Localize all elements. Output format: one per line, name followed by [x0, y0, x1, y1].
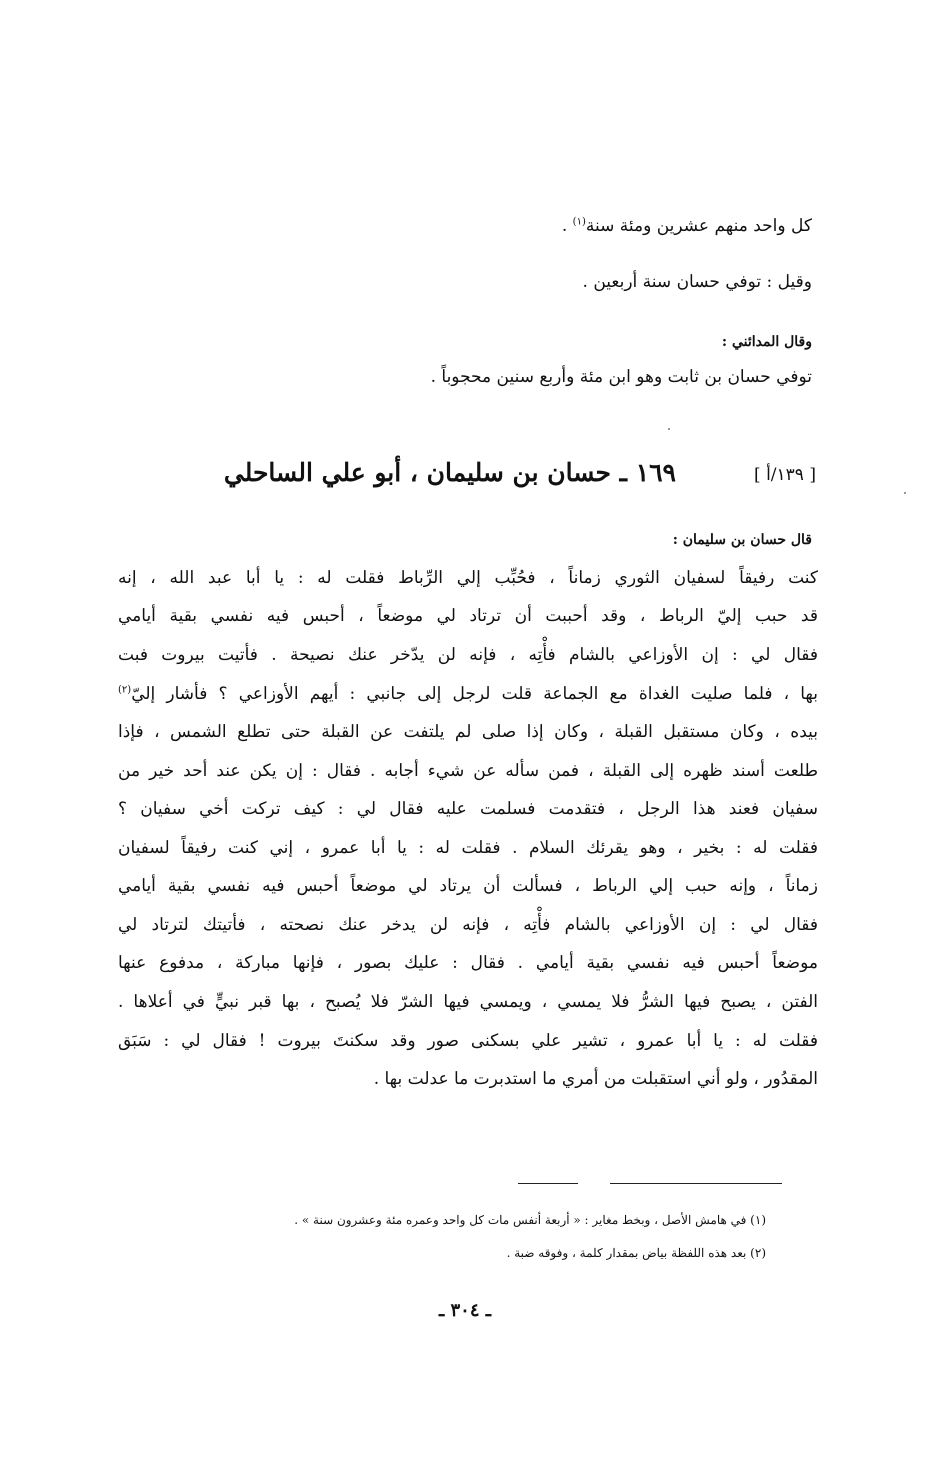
section-label-madaini: وقال المدائني :: [721, 334, 812, 350]
body-line: موضعاً أحبس فيه نفسي بقية أيامي . فقال : عليك بصور ، فإنها مباركة ، مدفوع عنها: [118, 953, 818, 973]
body-line: بيده ، وكان مستقبل القبلة ، وكان إذا صلى لم يلتفت عن القبلة حتى تطلع الشمس ، فإذا: [118, 722, 818, 742]
page-number: ـ ٣٠٤ ـ: [438, 1300, 492, 1321]
intro-line-2: وقيل : توفي حسان سنة أربعين .: [582, 272, 812, 292]
folio-reference: [ ١٣٩/أ ]: [754, 465, 816, 485]
body-line: سفيان فعند هذا الرجل ، فتقدمت فسلمت عليه فقال لي : كيف تركت أخي سفيان ؟: [118, 799, 818, 819]
footnote-rule-right: [610, 1183, 782, 1184]
footnote-rule-left: [518, 1183, 578, 1184]
intro-line-3: توفي حسان بن ثابت وهو ابن مئة وأربع سنين محجوباً .: [430, 367, 812, 387]
body-line: بها ، فلما صليت الغداة مع الجماعة قلت لرجل إلى جانبي : أيهم الأوزاعي ؟ فأشار إليّ$^{(٢)}$: [118, 684, 818, 704]
body-line: طلعت أسند ظهره إلى القبلة ، فمن سأله عن شيء أجابه . فقال : إن يكن عند أحد خير من: [118, 761, 818, 781]
body-line: فقلت له : يا أبا عمرو ، تشير علي بسكنى صور وقد سكنتَ بيروت ! فقال لي : سَبَق: [118, 1031, 818, 1051]
body-line: قد حبب إليّ الرباط ، وقد أحببت أن ترتاد لي موضعاً ، أحبس فيه نفسي بقية أيامي: [118, 606, 818, 626]
entry-title: ١٦٩ ـ حسان بن سليمان ، أبو علي الساحلي: [223, 458, 676, 487]
body-line: فقلت له : بخير ، وهو يقرئك السلام . فقلت له : يا أبا عمرو ، إني كنت رفيقاً لسفيان: [118, 838, 818, 858]
entry-heading: [223, 458, 816, 498]
entry-label: قال حسان بن سليمان :: [672, 532, 812, 548]
body-line: فقال لي : إن الأوزاعي بالشام فأْتِه ، فإنه لن يدّخر عنك نصيحة . فأتيت بيروت فبت: [118, 645, 818, 665]
footnote-2: (٢) بعد هذه اللفظة بياض بمقدار كلمة ، وفوقه ضبة .: [506, 1246, 766, 1260]
body-line: فقال لي : إن الأوزاعي بالشام فأْتِه ، فإنه لن يدخر عنك نصحته ، فأتيتك لترتاد لي: [118, 915, 818, 935]
intro-line-1: كل واحد منهم عشرين ومئة سنة$^{(١)}$ .: [561, 216, 812, 236]
scan-speck: [904, 492, 906, 494]
body-line: زماناً ، وإنه حبب إلي الرباط ، فسألت أن يرتاد لي موضعاً أحبس فيه نفسي بقية أيامي: [118, 876, 818, 896]
scan-speck: [668, 428, 670, 430]
footnote-1: (١) في هامش الأصل ، وبخط مغاير : « أربعة أنفس مات كل واحد وعمره مئة وعشرون سنة » .: [294, 1213, 766, 1227]
body-line: كنت رفيقاً لسفيان الثوري زماناً ، فحُبِّب إلي الرِّباط فقلت له : يا أبا عبد الله ، إنه: [118, 568, 818, 588]
body-line: الفتن ، يصبح فيها الشرُّ فلا يمسي ، ويمسي فيها الشرّ فلا يُصبح ، بها قبر نبيٍّ في أعلاها .: [118, 992, 818, 1012]
body-line: المقدُور ، ولو أني استقبلت من أمري ما استدبرت ما عدلت بها .: [373, 1069, 818, 1089]
